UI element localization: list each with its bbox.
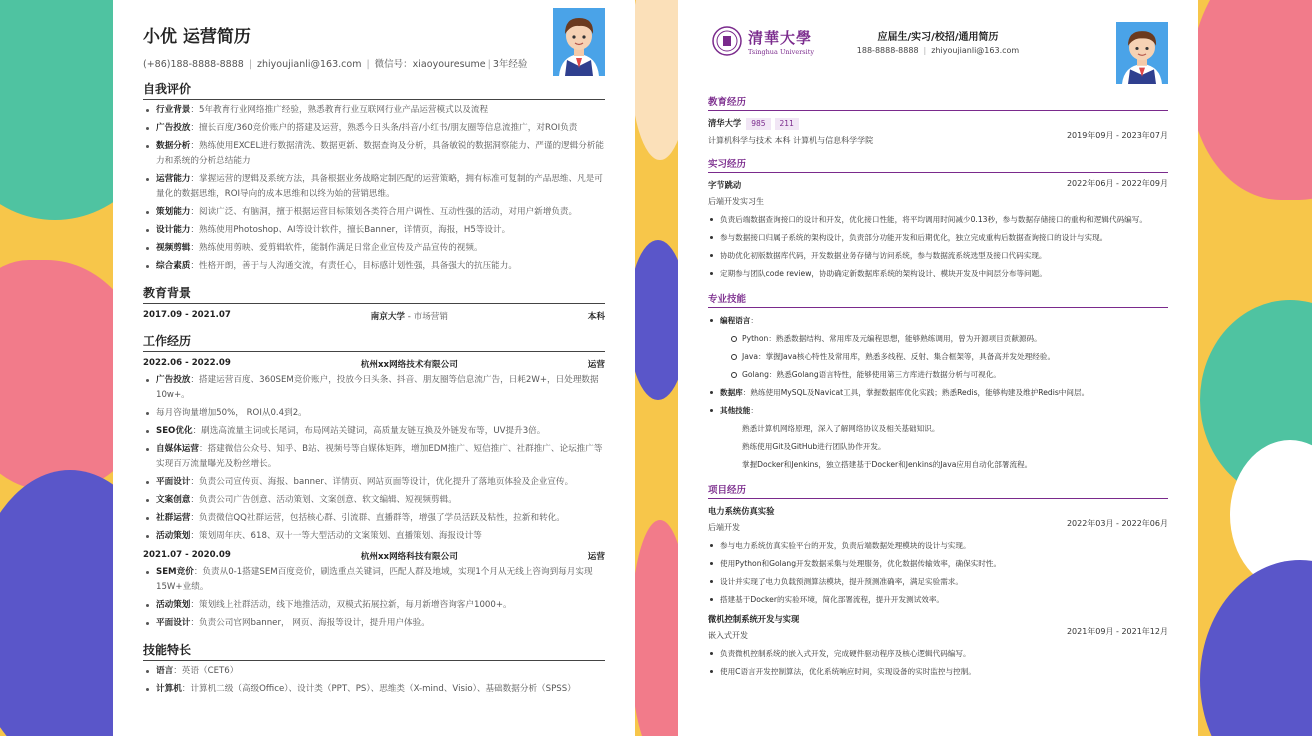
section-title: 教育经历 (708, 94, 1168, 111)
project-role: 后端开发 (708, 523, 740, 532)
programming-sublist (720, 331, 1168, 382)
wechat: 微信号：xiaoyouresume (374, 59, 486, 70)
skill-other: 其他技能： 熟悉计算机网络原理，深入了解网络协议及相关基础知识。 熟练使用Git及GitHub进行团队协作开发。 掌握Docker和Jenkins，独立搭建基于Docker和Jenkins的Java应用自动化部署流程。 (708, 403, 1168, 472)
phone: (+86)188-8888-8888 (143, 59, 244, 70)
edu-degree: 本科 (587, 312, 605, 322)
section-title: 自我评价 (143, 80, 605, 100)
list-item: 活动策划：策划线上社群活动，线下地推活动，双模式拓展拉新，每月新增咨询客户1000+。 (143, 598, 605, 613)
resume-title: 应届生/实习/校招/通用简历 (877, 32, 999, 43)
job-role: 运营 (587, 360, 605, 370)
project-item (708, 613, 1168, 641)
list-item: 文案创意：负责公司广告创意、活动策划、文案创意、软文编辑、短视频剪辑。 (143, 493, 605, 508)
edu-date: 2017.09 - 2021.07 (143, 310, 231, 320)
edu-major: - 市场营销 (405, 312, 448, 322)
list-item: 数据分析：熟练使用EXCEL进行数据清洗、数据更新、数据查询及分析，具备敏锐的数据洞察能力、严谨的逻辑分析能力和系统的分析总结能力 (143, 139, 605, 169)
experience-years: 3年经验 (492, 59, 528, 70)
list-item: 平面设计：负责公司宣传页、海报、banner、详情页、网站页面等设计，优化提升了落地页体验及企业宣传。 (143, 475, 605, 490)
list-item: 参与电力系统仿真实验平台的开发，负责后端数据处理模块的设计与实现。 (708, 538, 1168, 553)
list-item: 策划能力：阅读广泛、有脑洞，擅于根据运营目标策划各类符合用户调性、互动性强的活动，对用户新增负责。 (143, 205, 605, 220)
other-sublist (720, 421, 1168, 472)
job-company: 杭州xx网络技术有限公司 (360, 360, 458, 370)
edu-school: 南京大学 (370, 312, 406, 322)
list-item: 社群运营：负责微信QQ社群运营，包括核心群、引流群、直播群等，增强了学员活跃及粘性，拉新和转化。 (143, 511, 605, 526)
list-item: 负责后端数据查询接口的设计和开发，优化接口性能，将平均调用时间减少0.13秒，参与数据存储接口的重构和逻辑代码编写。 (708, 212, 1168, 227)
section-skills (708, 291, 1168, 472)
project-duties (708, 646, 1168, 679)
intern-company: 字节跳动 (708, 180, 742, 190)
list-item: 自媒体运营：搭建微信公众号、知乎、B站、视频号等自媒体矩阵，增加EDM推广、短信推广、社群推广、论坛推广等实现百万流量曝光及粉丝增长。 (143, 442, 605, 472)
resume-name: 小优 运营简历 (143, 27, 251, 47)
list-item: 设计并实现了电力负载预测算法模块，提升预测准确率，满足实验需求。 (708, 574, 1168, 589)
intern-role: 后端开发实习生 (708, 197, 764, 206)
section-education (143, 284, 605, 322)
section-title: 实习经历 (708, 156, 1168, 173)
edu-major: 计算机科学与技术 本科 计算机与信息科学学院 (708, 136, 874, 145)
education-row (143, 310, 605, 322)
job-date: 2021.07 - 2020.09 (143, 550, 231, 560)
list-item: Java：掌握Java核心特性及常用库，熟悉多线程、反射、集合框架等，具备高并发处理经验。 (730, 349, 1168, 364)
list-item: SEO优化：刷选高流量主词或长尾词，布局网站关键词，高质量友链互换及外链发布等，UV提升3倍。 (143, 424, 605, 439)
list-item: 使用Python和Golang开发数据采集与处理服务，优化数据传输效率，确保实时性。 (708, 556, 1168, 571)
internship-item (708, 179, 1168, 207)
project-item (708, 505, 1168, 533)
list-item: 计算机：计算机二级（高级Office）、设计类（PPT、PS）、思维类（X-mind、Visio）、基础数据分析（SPSS） (143, 682, 605, 697)
list-item: 熟练使用Git及GitHub进行团队协作开发。 (742, 442, 886, 451)
list-item: 运营能力：掌握运营的逻辑及系统方法，具备根据业务战略定制匹配的运营策略，拥有标准可复制的产品思维、凡是可量化的数据思维，ROI导向的成本思维和以终为始的营销思维。 (143, 172, 605, 202)
list-item: 搭建基于Docker的实验环境，简化部署流程，提升开发测试效率。 (708, 592, 1168, 607)
job-row (143, 550, 605, 562)
section-title: 工作经历 (143, 332, 605, 352)
list-item: 熟悉计算机网络原理，深入了解网络协议及相关基础知识。 (742, 424, 940, 433)
job-duties-list (143, 373, 605, 544)
project-name: 电力系统仿真实验 (708, 506, 775, 516)
list-item: 语言：英语（CET6） (143, 664, 605, 679)
logo-en: Tsinghua University (748, 47, 815, 56)
skill-programming: 编程语言： Python：熟悉数据结构、常用库及元编程思想，能够熟练调用，曾为开源项目贡献源码。 Java：掌握Java核心特性及常用库，熟悉多线程、反射、集合框架等，具备高并发处理经验。 Golang：熟悉Golang语言特性，能够使用第三方库进行数据分析与可视化。 (708, 313, 1168, 382)
skill-database: 数据库：熟练使用MySQL及Navicat工具，掌握数据库优化实践；熟悉Redis，能够构建及维护Redis中间层。 (708, 385, 1168, 400)
list-item: 活动策划：策划周年庆、618、双十一等大型活动的文案策划、直播策划、海报设计等 (143, 529, 605, 544)
logo-cn: 清華大學 (748, 28, 813, 47)
section-projects (708, 482, 1168, 679)
list-item: 每月咨询量增加50%， ROI从0.4到2。 (143, 406, 605, 421)
internship-duties (708, 212, 1168, 281)
list-item: 行业背景：5年教育行业网络推广经验，熟悉教育行业互联网行业产品运营模式以及流程 (143, 103, 605, 118)
skills-list (143, 664, 605, 697)
edu-school: 清华大学 (708, 118, 742, 128)
email: zhiyoujianli@163.com (257, 59, 362, 70)
contact-line: 188-8888-8888 | zhiyoujianli@163.com (856, 46, 1020, 55)
avatar (553, 8, 605, 76)
job-role: 运营 (587, 552, 605, 562)
project-role: 嵌入式开发 (708, 631, 748, 640)
list-item: 掌握Docker和Jenkins，独立搭建基于Docker和Jenkins的Java应用自动化部署流程。 (742, 460, 1033, 469)
section-title: 教育背景 (143, 284, 605, 304)
job-date: 2022.06 - 2022.09 (143, 358, 231, 368)
list-item: 定期参与团队code review，协助确定新数据库系统的架构设计、模块开发及中间层分布等问题。 (708, 266, 1168, 281)
project-date: 2021年09月 - 2021年12月 (1066, 627, 1168, 636)
section-work (143, 332, 605, 631)
list-item: 广告投放：擅长百度/360竞价账户的搭建及运营，熟悉今日头条/抖音/小红书/朋友圈等信息流推广，对ROI负责 (143, 121, 605, 136)
list-item: Python：熟悉数据结构、常用库及元编程思想，能够熟练调用，曾为开源项目贡献源码。 (730, 331, 1168, 346)
list-item: SEM竞价：负责从0-1搭建SEM百度竞价，刷选重点关键词，匹配人群及地域，实现1个月从无线上咨询到每月实现15W+业绩。 (143, 565, 605, 595)
tag-211: 211 (775, 118, 799, 130)
list-item: 平面设计：负责公司官网banner， 网页、海报等设计，提升用户体验。 (143, 616, 605, 631)
education-item (708, 117, 1168, 146)
avatar-illustration (553, 8, 605, 76)
job-company: 杭州xx网络科技有限公司 (360, 552, 458, 562)
project-duties (708, 538, 1168, 607)
section-skills (143, 641, 605, 697)
list-item: Golang：熟悉Golang语言特性，能够使用第三方库进行数据分析与可视化。 (730, 367, 1168, 382)
list-item: 使用C语言开发控制算法，优化系统响应时间，实现设备的实时监控与控制。 (708, 664, 1168, 679)
phone: 188-8888-8888 (856, 46, 919, 55)
section-title: 项目经历 (708, 482, 1168, 499)
resume-right-page (678, 0, 1198, 736)
section-title: 专业技能 (708, 291, 1168, 308)
list-item: 参与数据接口归属子系统的架构设计，负责部分功能开发和后期优化，独立完成重构后数据查询接口的设计与实现。 (708, 230, 1168, 245)
project-date: 2022年03月 - 2022年06月 (1066, 519, 1168, 528)
intern-date: 2022年06月 - 2022年09月 (1066, 179, 1168, 188)
job-row (143, 358, 605, 370)
contact-line: (+86)188-8888-8888 | zhiyoujianli@163.com | 微信号：xiaoyouresume | 3年经验 (143, 59, 528, 70)
email: zhiyoujianli@163.com (931, 46, 1020, 55)
list-item: 负责微机控制系统的嵌入式开发，完成硬件驱动程序及核心逻辑代码编写。 (708, 646, 1168, 661)
resume-header (708, 22, 1168, 74)
section-internship (708, 156, 1168, 281)
list-item: 综合素质：性格开朗，善于与人沟通交流，有责任心，目标感计划性强，具备强大的抗压能力。 (143, 259, 605, 274)
self-eval-list (143, 103, 605, 274)
edu-date: 2019年09月 - 2023年07月 (1066, 131, 1168, 140)
list-item: 协助优化初版数据库代码，开发数据业务存储与访问系统，参与数据流系统选型及接口代码实现。 (708, 248, 1168, 263)
list-item: 视频剪辑：熟练使用剪映、爱剪辑软件，能制作满足日常企业宣传及产品宣传的视频。 (143, 241, 605, 256)
job-duties-list (143, 565, 605, 631)
section-title: 技能特长 (143, 641, 605, 661)
tag-985: 985 (746, 118, 770, 130)
section-education (708, 94, 1168, 146)
list-item: 广告投放：搭建运营百度、360SEM竞价账户，投放今日头条、抖音、朋友圈等信息流广告，日耗2W+，日处理数据10w+。 (143, 373, 605, 403)
project-name: 微机控制系统开发与实现 (708, 614, 800, 624)
resume-left-page (113, 0, 635, 736)
section-self-eval (143, 80, 605, 274)
list-item: 设计能力：熟练使用Photoshop、AI等设计软件，擅长Banner，详情页，海报，H5等设计。 (143, 223, 605, 238)
skills-list (708, 313, 1168, 472)
